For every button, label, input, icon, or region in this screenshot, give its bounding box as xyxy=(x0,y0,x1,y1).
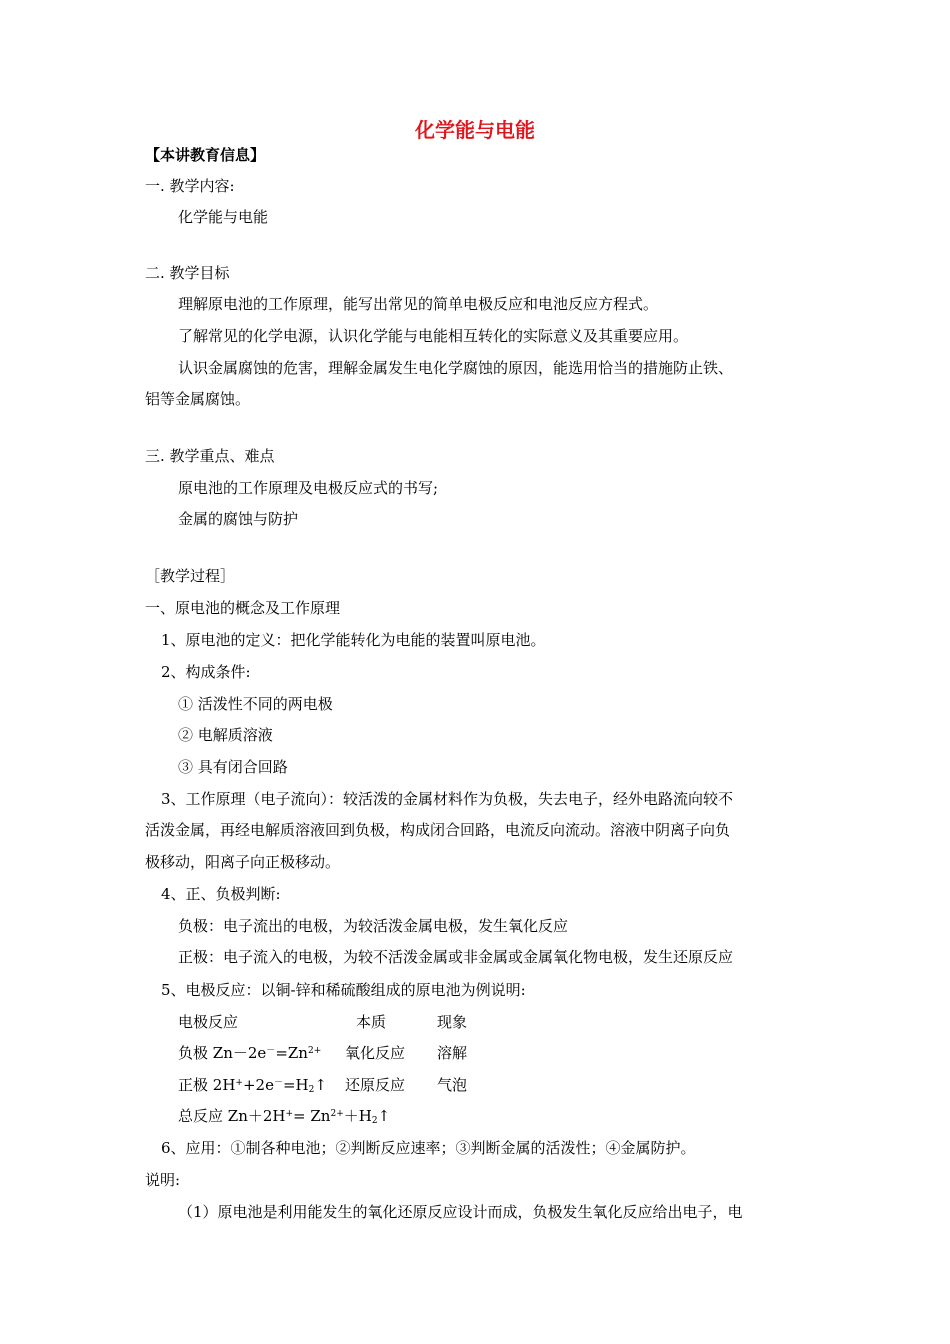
superscript: 2+ xyxy=(307,1046,322,1056)
negative-electrode-desc: 负极：电子流出的电极，为较活泼金属电极，发生氧化反应 xyxy=(178,917,569,935)
section-1-heading: 一. 教学内容: xyxy=(145,177,235,195)
item-3-line-1: 3、工作原理（电子流向）：较活泼的金属材料作为负极，失去电子，经外电路流向较不 xyxy=(161,790,734,808)
equation-part: Zn＋2H xyxy=(227,1107,286,1125)
table-row-positive xyxy=(178,1075,678,1095)
item-2-conditions: 2、构成条件: xyxy=(161,663,251,681)
header-electrode-reaction: 电极反应 xyxy=(178,1013,239,1031)
key-point-1: 原电池的工作原理及电极反应式的书写; xyxy=(178,479,439,497)
notes-label: 说明: xyxy=(145,1171,181,1189)
equation-part: +2e xyxy=(242,1076,274,1094)
superscript: 2+ xyxy=(330,1109,344,1119)
page-title: 化学能与电能 xyxy=(415,118,535,142)
subscript: 2 xyxy=(371,1116,378,1126)
section-1-body: 化学能与电能 xyxy=(178,208,269,226)
row-label: 总反应 xyxy=(178,1107,228,1125)
condition-3: ③ 具有闭合回路 xyxy=(178,758,288,776)
gas-arrow-icon: ↑ xyxy=(377,1107,391,1125)
objective-3-line-2: 铝等金属腐蚀。 xyxy=(145,390,251,408)
superscript: + xyxy=(235,1078,243,1088)
item-6-applications: 6、应用：①制各种电池；②判断反应速率；③判断金属的活泼性；④金属防护。 xyxy=(161,1139,696,1157)
item-3-line-2: 活泼金属，再经电解质溶液回到负极，构成闭合回路，电流反向流动。溶液中阴离子向负 xyxy=(145,821,731,839)
equation-part: 2H xyxy=(212,1076,236,1094)
table-row-negative xyxy=(178,1043,678,1063)
info-header: 【本讲教育信息】 xyxy=(145,146,266,164)
section-3-heading: 三. 教学重点、难点 xyxy=(145,447,275,465)
table-header-row xyxy=(178,1012,678,1032)
equation-part: =H xyxy=(282,1076,309,1094)
item-4-electrode-judgement: 4、正、负极判断: xyxy=(161,885,281,903)
note-1-line-1: （1）原电池是利用能发生的氧化还原反应设计而成，负极发生氧化反应给出电子，电 xyxy=(178,1203,743,1221)
header-phenomenon: 现象 xyxy=(437,1013,468,1031)
key-point-2: 金属的腐蚀与防护 xyxy=(178,510,299,528)
objective-3-line-1: 认识金属腐蚀的危害，理解金属发生电化学腐蚀的原因，能选用恰当的措施防止铁、 xyxy=(178,359,734,377)
equation-part: =Zn xyxy=(275,1044,308,1062)
section-2-heading: 二. 教学目标 xyxy=(145,264,230,282)
header-nature: 本质 xyxy=(356,1013,387,1031)
objective-1: 理解原电池的工作原理，能写出常见的简单电极反应和电池反应方程式。 xyxy=(178,295,659,313)
equation-part: Zn－2e xyxy=(212,1044,267,1062)
item-1-definition: 1、原电池的定义：把化学能转化为电能的装置叫原电池。 xyxy=(161,631,546,649)
superscript: + xyxy=(285,1109,294,1119)
row-phenomenon: 溶解 xyxy=(437,1044,468,1062)
condition-2: ② 电解质溶液 xyxy=(178,726,273,744)
row-nature: 还原反应 xyxy=(345,1076,406,1094)
part-1-heading: 一、原电池的概念及工作原理 xyxy=(145,599,341,617)
process-header: ［教学过程］ xyxy=(145,567,236,585)
row-nature: 氧化反应 xyxy=(345,1044,406,1062)
table-row-total xyxy=(178,1106,678,1126)
superscript: － xyxy=(266,1046,276,1056)
item-3-line-3: 极移动，阳离子向正极移动。 xyxy=(145,853,341,871)
superscript: － xyxy=(273,1078,283,1088)
subscript: 2 xyxy=(308,1085,315,1095)
row-phenomenon: 气泡 xyxy=(437,1076,468,1094)
equation-part: = Zn xyxy=(293,1107,331,1125)
gas-arrow-icon: ↑ xyxy=(314,1076,327,1094)
row-label: 正极 xyxy=(178,1076,213,1094)
condition-1: ① 活泼性不同的两电极 xyxy=(178,695,333,713)
row-label: 负极 xyxy=(178,1044,213,1062)
equation-part: ＋H xyxy=(343,1107,372,1125)
positive-electrode-desc: 正极：电子流入的电极，为较不活泼金属或非金属或金属氧化物电极，发生还原反应 xyxy=(178,948,734,966)
item-5-electrode-reaction: 5、电极反应：以铜-锌和稀硫酸组成的原电池为例说明: xyxy=(161,981,526,999)
objective-2: 了解常见的化学电源，认识化学能与电能相互转化的实际意义及其重要应用。 xyxy=(178,327,689,345)
